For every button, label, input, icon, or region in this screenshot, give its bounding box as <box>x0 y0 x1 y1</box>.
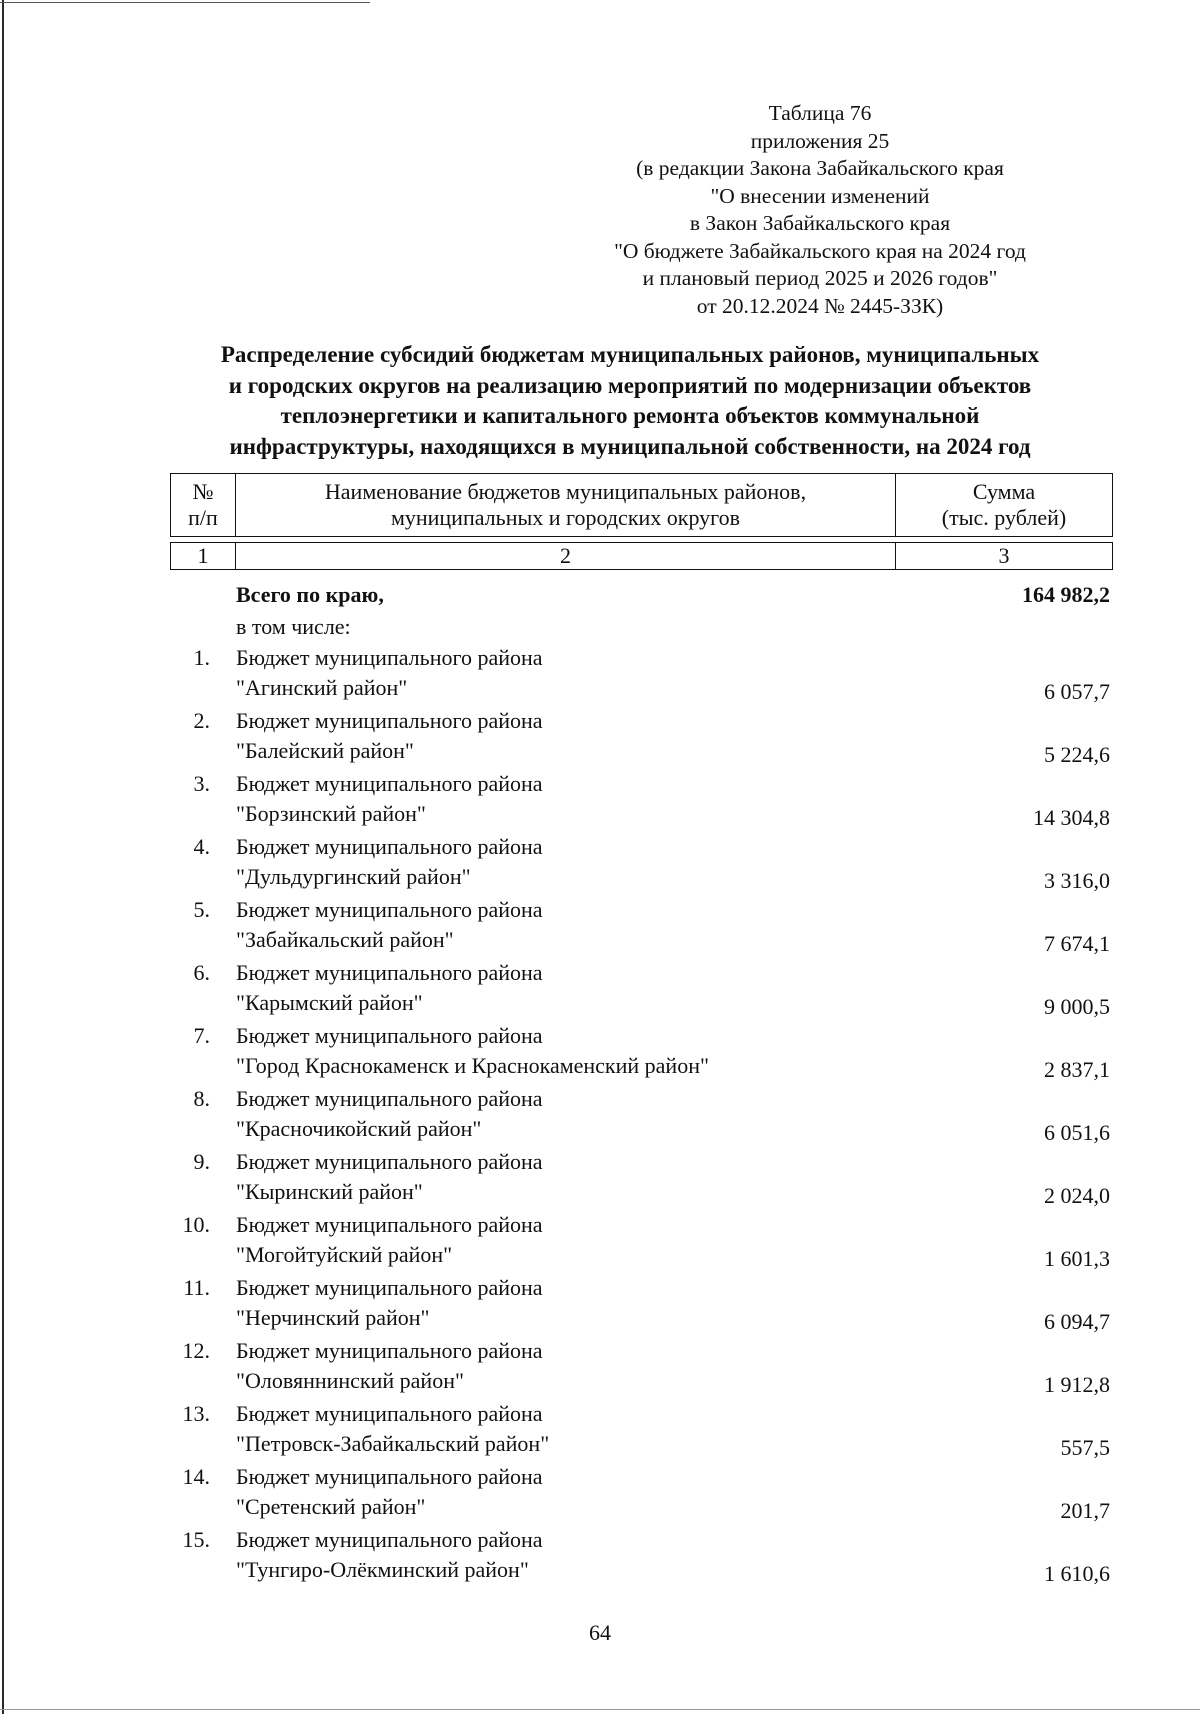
row-number: 6. <box>193 960 210 985</box>
table-row <box>170 1336 1110 1399</box>
row-name: "Агинский район" <box>236 675 408 700</box>
header-text: Сумма <box>972 479 1036 504</box>
row-name: Бюджет муниципального района <box>236 1149 543 1174</box>
total-row <box>170 580 1110 612</box>
header-line: (в редакции Закона Забайкальского края <box>636 156 1004 180</box>
row-name: "Тунгиро-Олёкминский район" <box>236 1557 529 1582</box>
document-title <box>150 340 1110 462</box>
row-amount: 1 610,6 <box>1044 1561 1110 1586</box>
table-row <box>170 706 1110 769</box>
table-row <box>170 1210 1110 1273</box>
table-row <box>170 1084 1110 1147</box>
column-header-number <box>171 474 236 537</box>
table-row <box>170 1462 1110 1525</box>
row-amount: 2 837,1 <box>1044 1057 1110 1082</box>
row-name: "Могойтуйский район" <box>236 1242 453 1267</box>
page-number: 64 <box>589 1620 611 1645</box>
row-name: Бюджет муниципального района <box>236 1023 543 1048</box>
row-name: "Нерчинский район" <box>236 1305 430 1330</box>
row-name: Бюджет муниципального района <box>236 960 543 985</box>
row-name: Бюджет муниципального района <box>236 1527 543 1552</box>
table-row <box>170 832 1110 895</box>
header-line: в Закон Забайкальского края <box>689 211 951 235</box>
row-name: "Красночикойский район" <box>236 1116 482 1141</box>
table-row <box>170 643 1110 706</box>
table-row <box>170 895 1110 958</box>
column-number-1: 1 <box>171 543 236 570</box>
row-amount: 557,5 <box>1060 1435 1110 1460</box>
table-row <box>170 1147 1110 1210</box>
row-number: 5. <box>193 897 210 922</box>
title-line: теплоэнергетики и капитального ремонта объектов коммунальной <box>280 403 980 428</box>
row-name: Бюджет муниципального района <box>236 1086 543 1111</box>
column-number-row <box>171 543 1113 570</box>
row-amount: 2 024,0 <box>1044 1183 1110 1208</box>
row-number: 10. <box>182 1212 210 1237</box>
header-line: приложения 25 <box>750 128 890 153</box>
row-amount: 1 912,8 <box>1044 1372 1110 1397</box>
row-name: "Сретенский район" <box>236 1494 426 1519</box>
scan-edge-top <box>0 2 370 3</box>
row-amount: 9 000,5 <box>1044 994 1110 1019</box>
row-name: "Балейский район" <box>236 738 414 763</box>
row-name: "Забайкальский район" <box>236 927 454 952</box>
row-amount: 6 057,7 <box>1044 679 1110 704</box>
header-text: (тыс. рублей) <box>941 505 1067 530</box>
table-row <box>170 769 1110 832</box>
row-number: 9. <box>193 1149 210 1174</box>
row-amount: 3 316,0 <box>1044 868 1110 893</box>
row-name: Бюджет муниципального района <box>236 1464 543 1489</box>
title-line: инфраструктуры, находящихся в муниципальной собственности, на 2024 год <box>229 433 1031 459</box>
row-number: 12. <box>182 1338 210 1363</box>
including-row <box>170 612 1110 643</box>
header-line: "О внесении изменений <box>710 183 930 208</box>
table-row <box>170 958 1110 1021</box>
table-row <box>170 1399 1110 1462</box>
table-row <box>170 1525 1110 1588</box>
header-line: Таблица 76 <box>768 101 872 125</box>
row-name: Бюджет муниципального района <box>236 1401 543 1426</box>
row-number: 3. <box>193 771 210 796</box>
title-line: Распределение субсидий бюджетам муниципальных районов, муниципальных <box>220 342 1040 367</box>
header-line: от 20.12.2024 № 2445-ЗЗК) <box>696 293 944 318</box>
table-header <box>170 473 1113 570</box>
column-header-name <box>236 474 896 537</box>
header-line: и плановый период 2025 и 2026 годов" <box>642 266 998 290</box>
row-amount: 7 674,1 <box>1044 931 1110 956</box>
column-headers <box>171 474 1113 537</box>
scan-edge-left <box>2 0 4 1714</box>
header-text: муниципальных и городских округов <box>390 505 741 530</box>
row-number: 8. <box>193 1086 210 1111</box>
row-number: 7. <box>193 1023 210 1048</box>
including-label: в том числе: <box>236 614 351 639</box>
row-name: Бюджет муниципального района <box>236 1212 543 1237</box>
row-number: 15. <box>182 1527 210 1552</box>
appendix-header <box>560 100 1080 320</box>
row-name: Бюджет муниципального района <box>236 645 543 670</box>
row-name: Бюджет муниципального района <box>236 897 543 922</box>
row-name: Бюджет муниципального района <box>236 1275 543 1300</box>
scan-edge-bottom <box>0 1709 1200 1710</box>
row-amount: 14 304,8 <box>1033 805 1110 830</box>
row-name: "Кыринский район" <box>236 1179 423 1204</box>
row-name: Бюджет муниципального района <box>236 771 543 796</box>
row-name: Бюджет муниципального района <box>236 834 543 859</box>
row-number: 4. <box>193 834 210 859</box>
row-amount: 5 224,6 <box>1044 742 1110 767</box>
total-amount: 164 982,2 <box>1022 582 1110 607</box>
column-number-2: 2 <box>236 543 896 570</box>
header-text: Наименование бюджетов муниципальных районов, <box>324 479 807 504</box>
row-name: "Петровск-Забайкальский район" <box>236 1431 550 1456</box>
title-line: и городских округов на реализацию мероприятий по модернизации объектов <box>228 372 1032 398</box>
row-name: "Карымский район" <box>236 990 423 1015</box>
row-amount: 1 601,3 <box>1044 1246 1110 1271</box>
header-text: № <box>192 479 214 504</box>
table-row <box>170 1273 1110 1336</box>
table-body <box>170 580 1110 1588</box>
row-name: Бюджет муниципального района <box>236 1338 543 1363</box>
header-text: п/п <box>188 505 218 530</box>
total-label: Всего по краю, <box>236 582 384 607</box>
row-name: Бюджет муниципального района <box>236 708 543 733</box>
row-amount: 6 094,7 <box>1044 1309 1110 1334</box>
row-number: 1. <box>193 645 210 670</box>
column-header-amount <box>896 474 1113 537</box>
row-amount: 201,7 <box>1060 1498 1110 1523</box>
row-number: 13. <box>182 1401 210 1426</box>
row-number: 11. <box>183 1275 210 1300</box>
row-name: "Дульдургинский район" <box>236 864 471 889</box>
table-row <box>170 1021 1110 1084</box>
row-number: 2. <box>193 708 210 733</box>
row-name: "Оловяннинский район" <box>236 1368 464 1393</box>
header-line: "О бюджете Забайкальского края на 2024 год <box>614 238 1026 263</box>
row-number: 14. <box>182 1464 210 1489</box>
row-name: "Борзинский район" <box>236 801 426 826</box>
row-name: "Город Краснокаменск и Краснокаменский район" <box>236 1053 709 1078</box>
row-amount: 6 051,6 <box>1044 1120 1110 1145</box>
column-number-3: 3 <box>896 543 1113 570</box>
